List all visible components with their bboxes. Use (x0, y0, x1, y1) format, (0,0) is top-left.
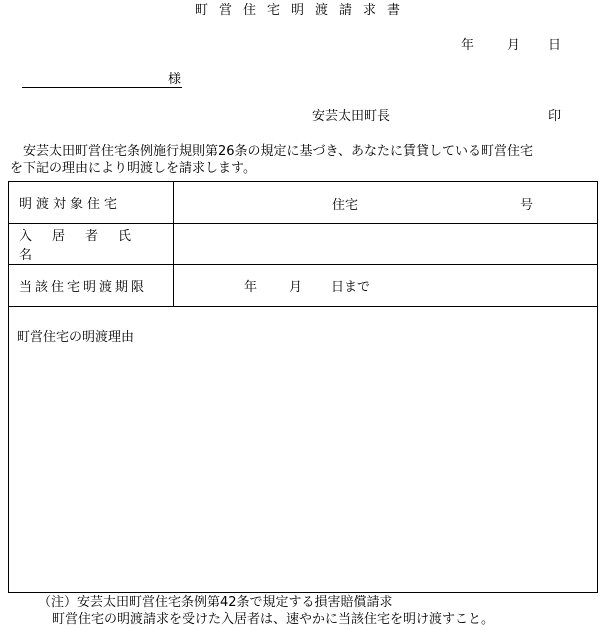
body-line-2: を下記の理由により明渡しを請求します。 (10, 161, 256, 176)
date-day: 日 (548, 38, 562, 53)
cell-deadline (174, 264, 597, 306)
date-month: 月 (507, 38, 521, 53)
body-text (10, 143, 600, 177)
cell-resident-name (174, 223, 597, 264)
document-title: 町営住宅明渡請求書 (194, 3, 411, 18)
seal-mark: 印 (548, 109, 562, 124)
housing-word: 住宅 (332, 198, 359, 213)
reason-label: 町営住宅の明渡理由 (17, 330, 135, 345)
addressee-underline (22, 87, 182, 88)
form-row-deadline (9, 264, 597, 307)
cell-target-housing (174, 182, 597, 223)
note-line-1: （注）安芸太田町営住宅条例第42条で規定する損害賠償請求 (38, 595, 393, 610)
label-target-housing: 明渡対象住宅 (9, 182, 174, 223)
form-row-target-housing (9, 182, 597, 224)
deadline-day-until: 日まで (331, 280, 371, 295)
body-line-1: 安芸太田町営住宅条例施行規則第26条の規定に基づき、あなたに賃貸している町営住宅 (23, 144, 534, 159)
deadline-year: 年 (244, 280, 258, 295)
form-row-resident-name (9, 223, 597, 265)
note-line-2: 町営住宅の明渡請求を受けた入居者は、速やかに当該住宅を明け渡すこと。 (52, 612, 495, 627)
issuer-name: 安芸太田町長 (312, 109, 391, 124)
label-resident-name (9, 223, 174, 264)
request-form-table (8, 181, 598, 593)
date-year: 年 (461, 38, 475, 53)
label-deadline: 当該住宅明渡期限 (9, 264, 174, 306)
deadline-month: 月 (289, 280, 303, 295)
label-resident-name-text: 入居者氏名 (19, 228, 152, 263)
addressee-suffix: 様 (168, 72, 182, 87)
housing-number-suffix: 号 (520, 198, 534, 213)
